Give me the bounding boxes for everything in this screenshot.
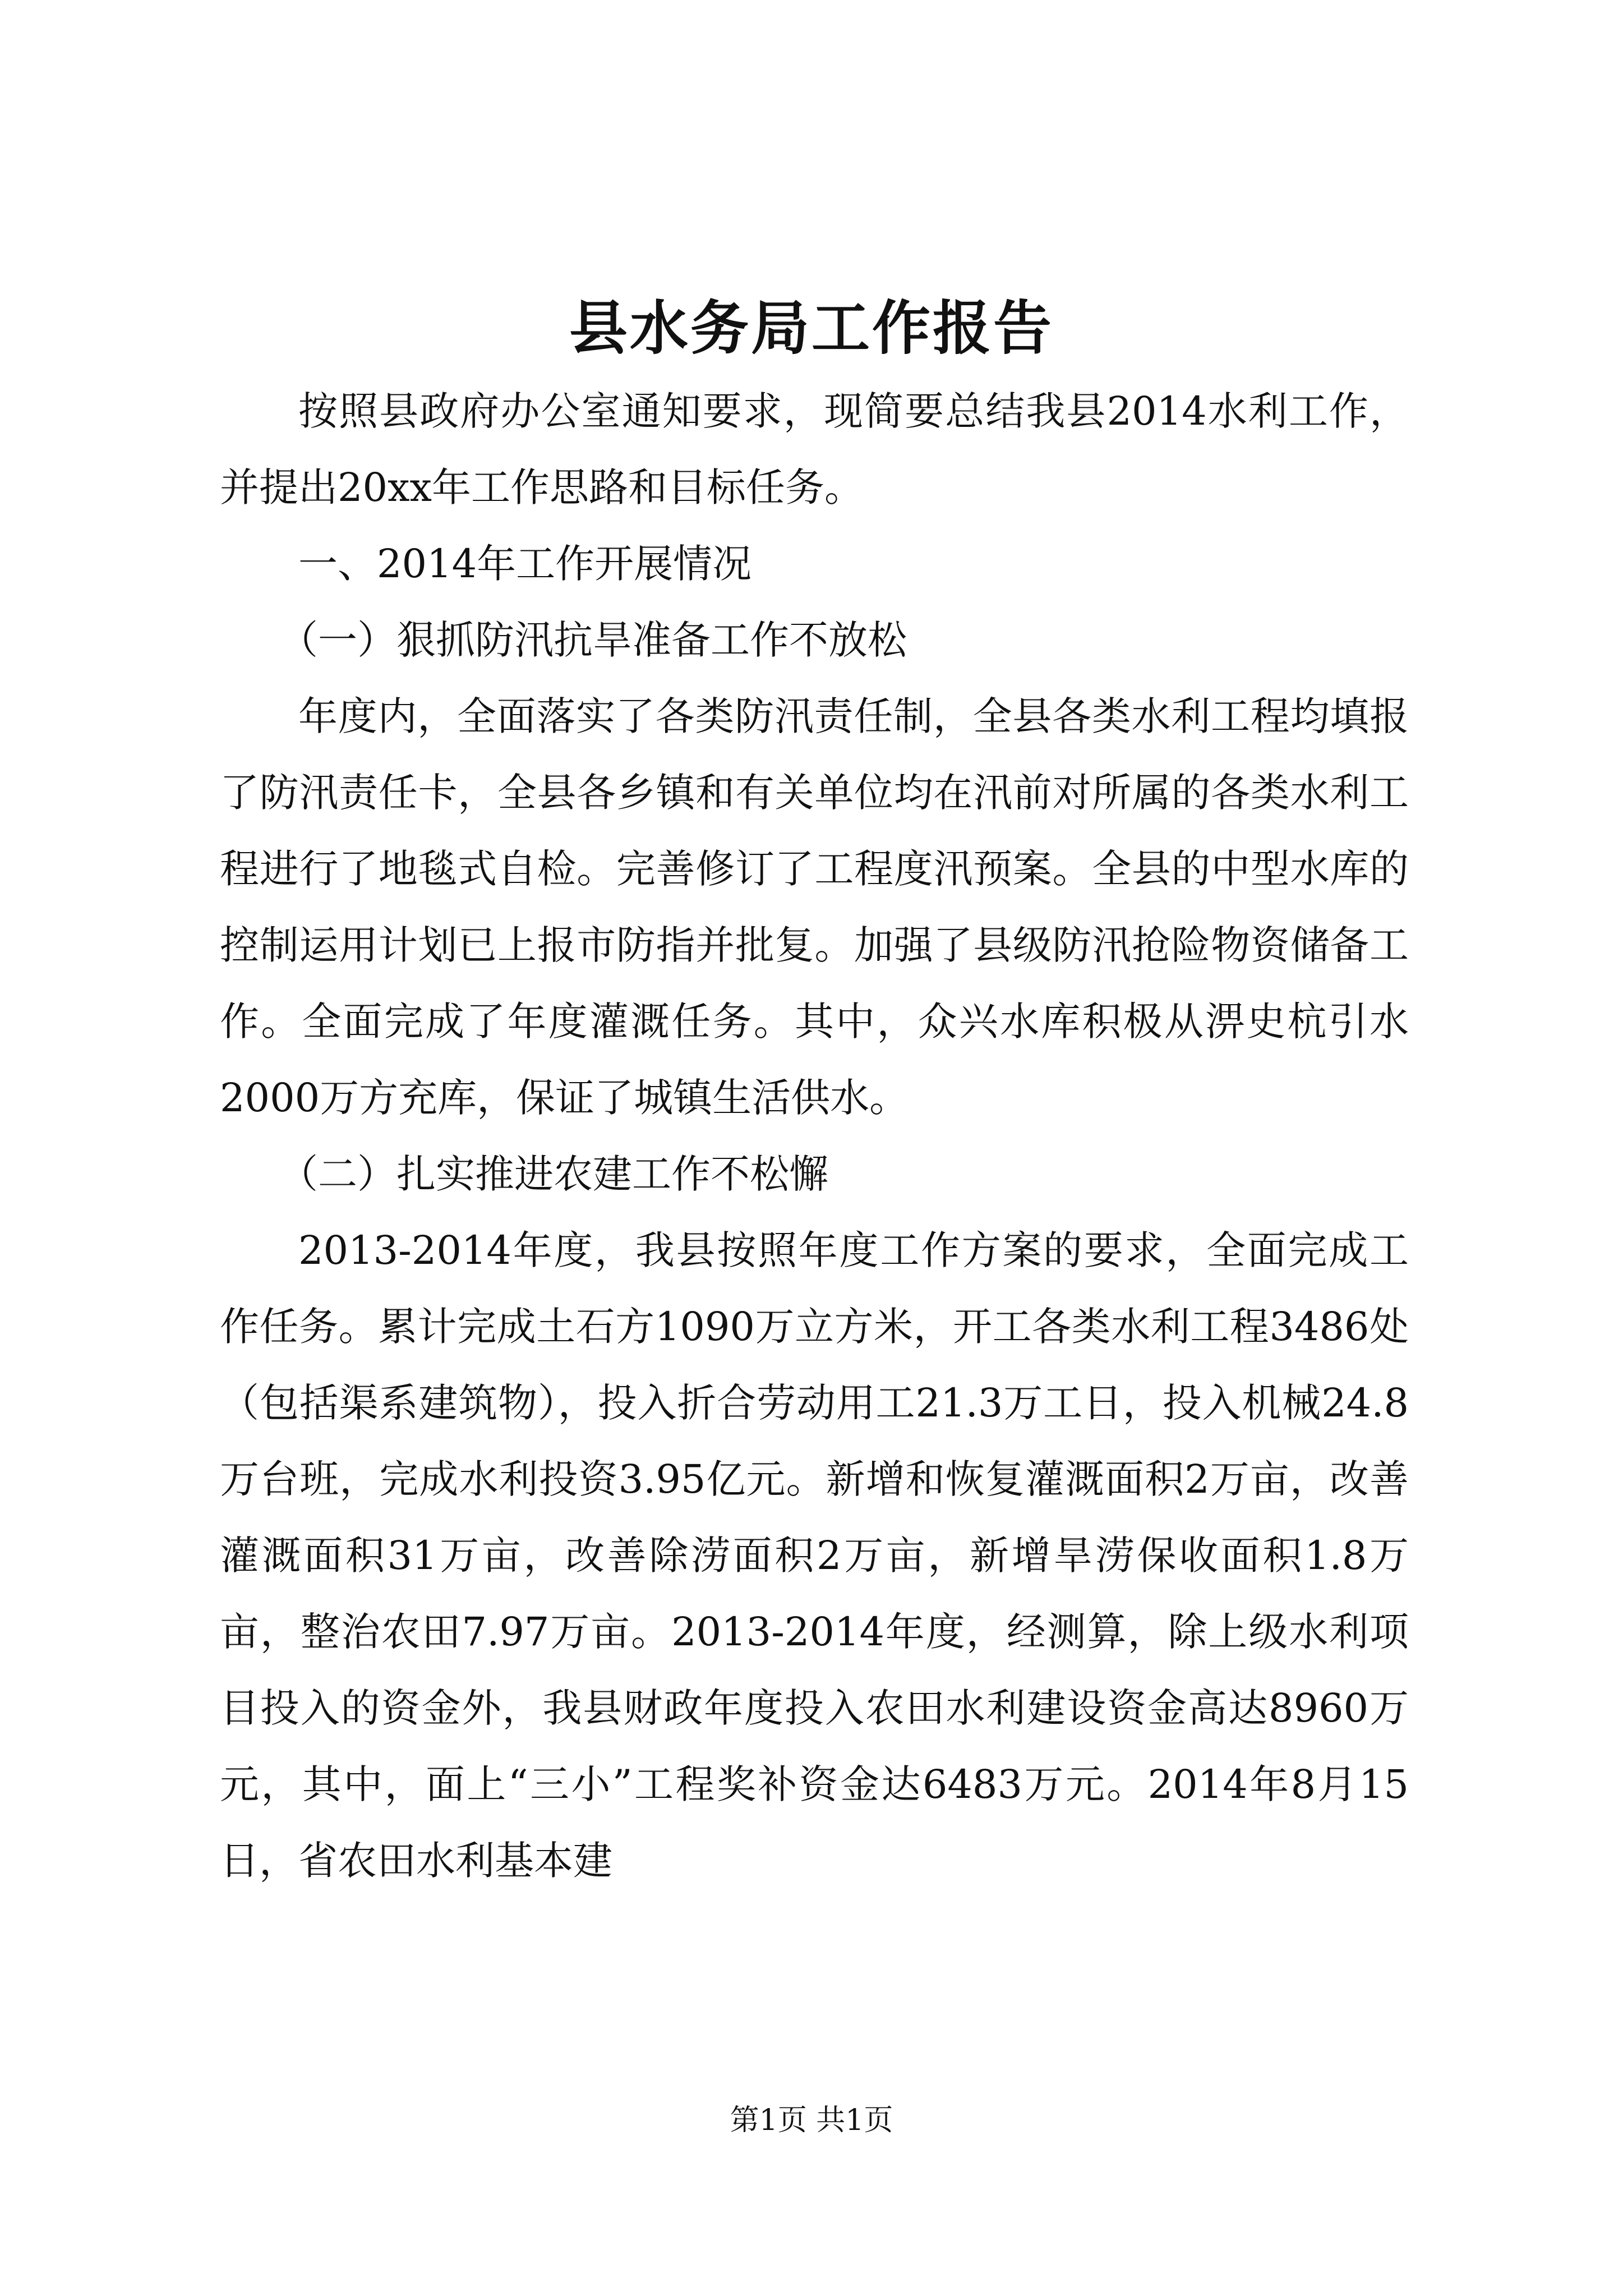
paragraph-flood-control: 年度内，全面落实了各类防汛责任制，全县各类水利工程均填报了防汛责任卡，全县各乡镇和有关单位均在汛前对所属的各类水利工程进行了地毯式自检。完善修订了工程度汛预案。全县的中型水库的控制运用计划已上报市防指并批复。加强了县级防汛抢险物资储备工作。全面完成了年度灌溉任务。其中，众兴水库积极从淠史杭引水2000万方充库，保证了城镇生活供水。 bbox=[220, 693, 1409, 1121]
subsection-heading-1: （一）狠抓防汛抗旱准备工作不放松 bbox=[279, 617, 907, 663]
document-body bbox=[220, 373, 1409, 1899]
page-footer: 第1页 共1页 bbox=[730, 2104, 893, 2137]
subsection-heading-2: （二）扎实推进农建工作不松懈 bbox=[279, 1151, 828, 1197]
paragraph-intro: 按照县政府办公室通知要求，现简要总结我县2014水利工作，并提出20xx年工作思路和目标任务。 bbox=[220, 388, 1409, 510]
document-title: 县水务局工作报告 bbox=[569, 293, 1054, 362]
paragraph-farmland-construction: 2013-2014年度，我县按照年度工作方案的要求，全面完成工作任务。累计完成土石方1090万立方米，开工各类水利工程3486处（包括渠系建筑物），投入折合劳动用工21.3万工日，投入机械24.8万台班，完成水利投资3.95亿元。新增和恢复灌溉面积2万亩，改善灌溉面积31万亩，改善除涝面积2万亩，新增旱涝保收面积1.8万亩，整治农田7.97万亩。2013-2014年度，经测算，除上级水利项目投入的资金外，我县财政年度投入农田水利建设资金高达8960万元，其中，面上“三小”工程奖补资金达6483万元。2014年8月15日，省农田水利基本建 bbox=[220, 1227, 1409, 1884]
section-heading-1: 一、2014年工作开展情况 bbox=[298, 541, 752, 587]
